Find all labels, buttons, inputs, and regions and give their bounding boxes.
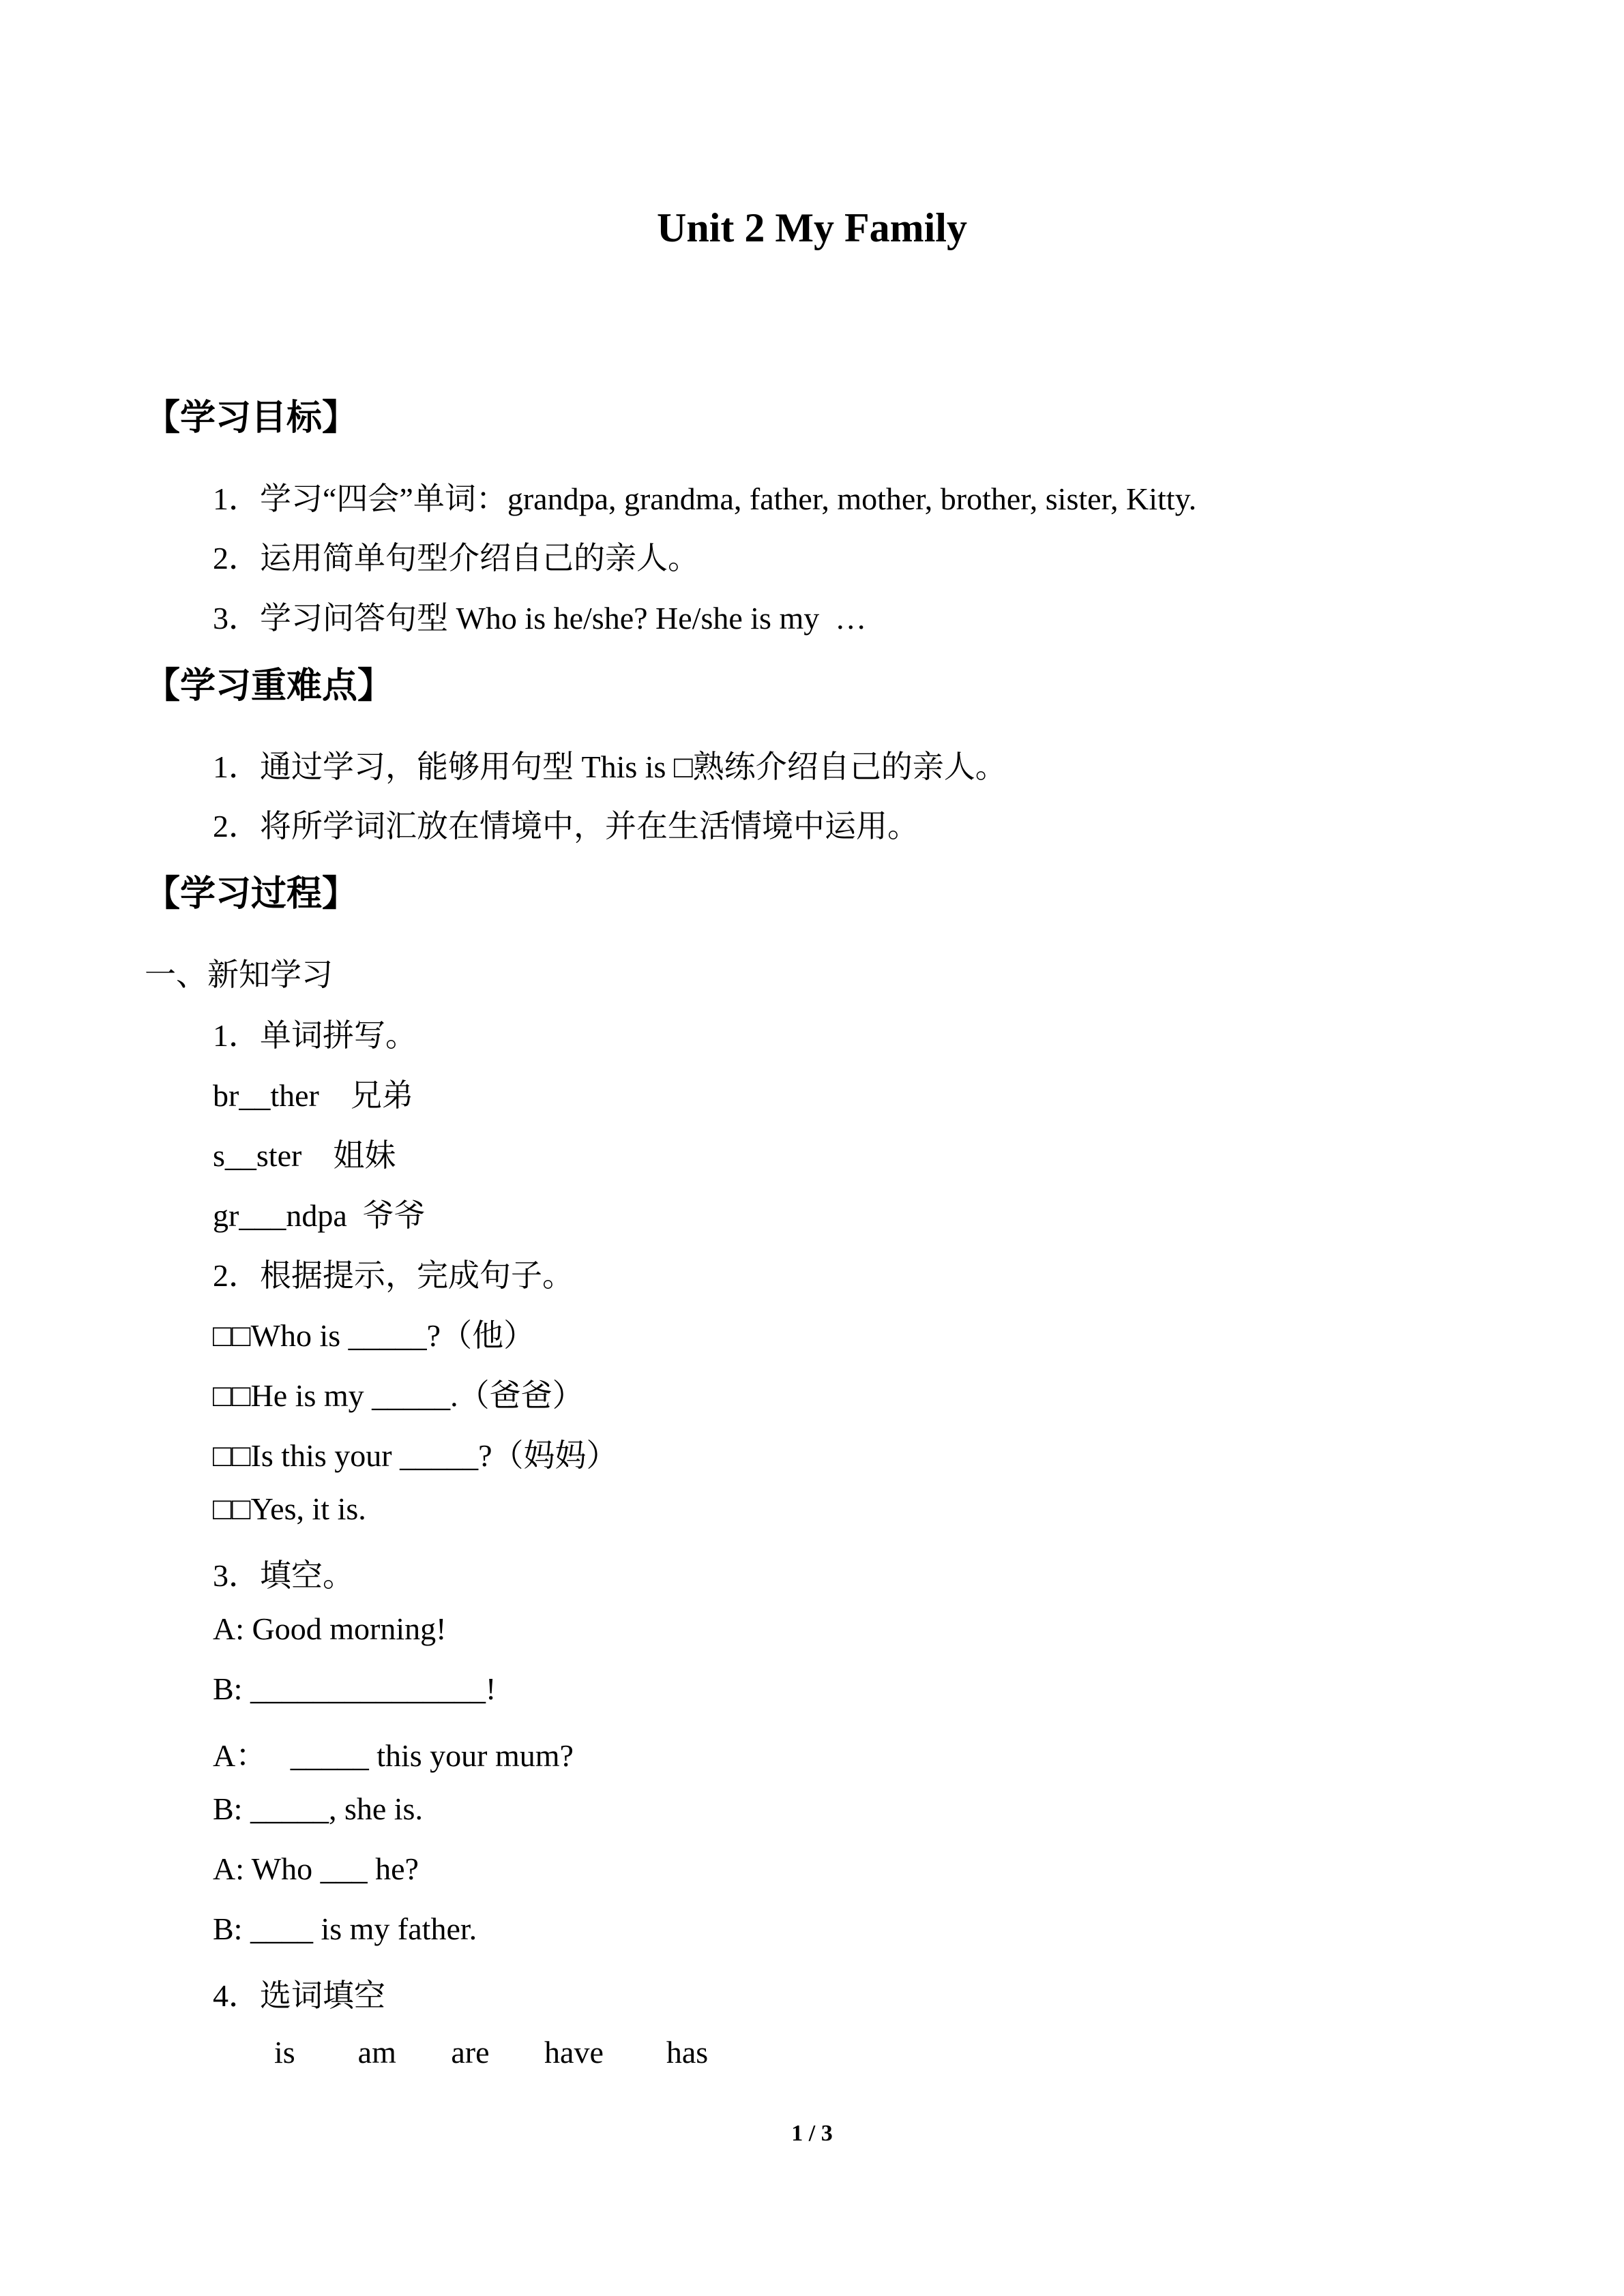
sentence-line: □□Yes, it is. bbox=[213, 1491, 366, 1526]
document-title: Unit 2 My Family bbox=[657, 205, 967, 250]
key-point-item: 1．通过学习，能够用句型 This is □熟练介绍自己的亲人。 bbox=[213, 749, 1007, 784]
dialogue-line: A: Who ___ he? bbox=[213, 1851, 419, 1886]
exercise-title: 4．选词填空 bbox=[213, 1978, 385, 2013]
dialogue-line: B: ____ is my father. bbox=[213, 1911, 477, 1946]
process-heading: 【学习过程】 bbox=[145, 874, 358, 914]
goals-heading: 【学习目标】 bbox=[145, 398, 358, 438]
spelling-line: s__ster 姐妹 bbox=[213, 1138, 396, 1173]
sentence-line: □□He is my _____.（爸爸） bbox=[213, 1378, 584, 1413]
dialogue-line: A： _____ this your mum? bbox=[213, 1738, 574, 1773]
part-title: 一、新知学习 bbox=[145, 957, 333, 992]
dialogue-line: B: _______________! bbox=[213, 1671, 497, 1706]
dialogue-line: A: Good morning! bbox=[213, 1611, 447, 1646]
sentence-line: □□Is this your _____?（妈妈） bbox=[213, 1438, 618, 1473]
exercise-title: 1．单词拼写。 bbox=[213, 1018, 417, 1053]
sentence-line: □□Who is _____?（他） bbox=[213, 1318, 535, 1353]
spelling-line: br__ther 兄弟 bbox=[213, 1078, 413, 1113]
goal-item: 2．运用简单句型介绍自己的亲人。 bbox=[213, 541, 699, 576]
exercise-title: 2．根据提示，完成句子。 bbox=[213, 1258, 574, 1293]
spelling-line: gr___ndpa 爷爷 bbox=[213, 1198, 426, 1233]
goal-item: 1．学习“四会”单词：grandpa, grandma, father, mother, brother, sister, Kitty. bbox=[213, 481, 1197, 516]
page-number: 1 / 3 bbox=[791, 2121, 833, 2146]
key-point-item: 2．将所学词汇放在情境中，并在生活情境中运用。 bbox=[213, 809, 919, 844]
exercise-title: 3．填空。 bbox=[213, 1558, 354, 1593]
goal-item: 3．学习问答句型 Who is he/she? He/she is my … bbox=[213, 601, 867, 636]
dialogue-line: B: _____, she is. bbox=[213, 1791, 423, 1826]
word-bank: is am are have has bbox=[274, 2035, 709, 2070]
key-points-heading: 【学习重难点】 bbox=[145, 666, 394, 706]
